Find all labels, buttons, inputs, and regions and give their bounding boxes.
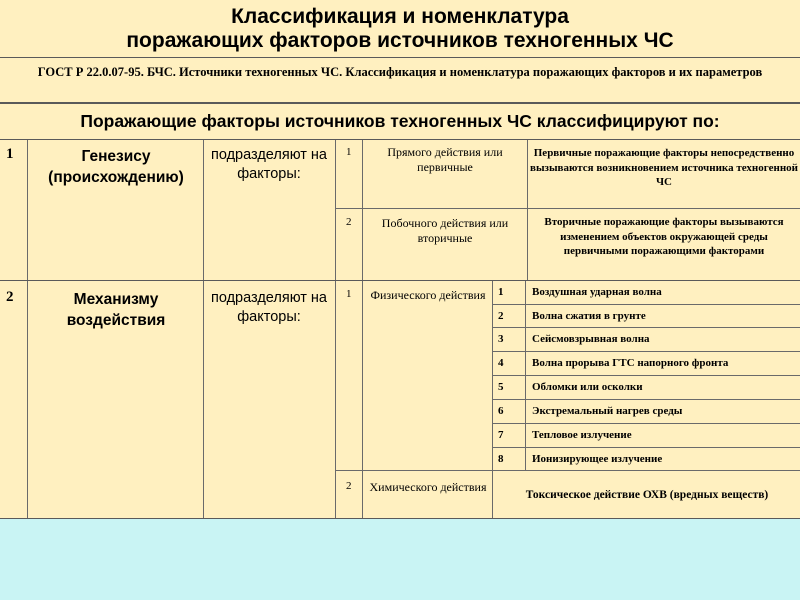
factor-number: 3 — [498, 333, 504, 345]
row-number: 1 — [6, 146, 14, 162]
factor-item: Тепловое излучение — [532, 429, 632, 441]
type-number: 2 — [346, 480, 352, 492]
gost-reference: ГОСТ Р 22.0.07-95. БЧС. Источники техногенных ЧС. Классификация и номенклатура поражающих факторов и их параметров — [0, 58, 800, 104]
type-number: 1 — [346, 288, 352, 300]
type-chemical-description: Токсическое действие ОХВ (вредных веществ) — [525, 489, 769, 501]
criterion-genesis: Генезису (происхождению) — [48, 148, 184, 186]
factor-number: 1 — [498, 286, 504, 298]
page-title — [0, 0, 800, 58]
criterion-mechanism: Механизму воздействия — [66, 291, 166, 329]
factor-item: Сейсмовзрывная волна — [532, 333, 650, 345]
factor-item: Волна сжатия в грунте — [532, 310, 646, 322]
factor-number: 6 — [498, 405, 504, 417]
row-number: 2 — [6, 289, 14, 305]
factor-item: Волна прорыва ГТС напорного фронта — [532, 357, 729, 369]
type-primary-description: Первичные поражающие факторы непосредственно вызываются возникновением источника техногенной ЧС — [530, 147, 798, 188]
factor-number: 5 — [498, 381, 504, 393]
factor-item: Ионизирующее излучение — [532, 453, 663, 465]
title-line-2: поражающих факторов источников техногенных ЧС — [126, 29, 674, 52]
factor-item: Экстремальный нагрев среды — [532, 405, 683, 417]
type-primary: Прямого действия или первичные — [387, 145, 503, 174]
factor-number: 4 — [498, 357, 504, 369]
section-subtitle: Поражающие факторы источников техногенных ЧС классифицируют по: — [0, 104, 800, 140]
factor-number: 2 — [498, 310, 504, 322]
classification-table — [0, 140, 800, 519]
type-physical: Физического действия — [370, 288, 486, 302]
divided-into-label: подразделяют на факторы: — [210, 147, 327, 182]
type-number: 1 — [346, 146, 352, 158]
divided-into-label: подразделяют на факторы: — [210, 290, 327, 325]
type-secondary: Побочного действия или вторичные — [381, 216, 509, 245]
factor-item: Обломки или осколки — [532, 381, 643, 393]
title-line-1: Классификация и номенклатура — [231, 5, 569, 28]
factor-number: 8 — [498, 453, 504, 465]
type-number: 2 — [346, 216, 352, 228]
type-chemical: Химического действия — [369, 480, 487, 494]
factor-number: 7 — [498, 429, 504, 441]
type-secondary-description: Вторичные поражающие факторы вызываются изменением объектов окружающей среды первичными поражающими факторами — [544, 216, 784, 257]
factor-item: Воздушная ударная волна — [532, 286, 662, 298]
